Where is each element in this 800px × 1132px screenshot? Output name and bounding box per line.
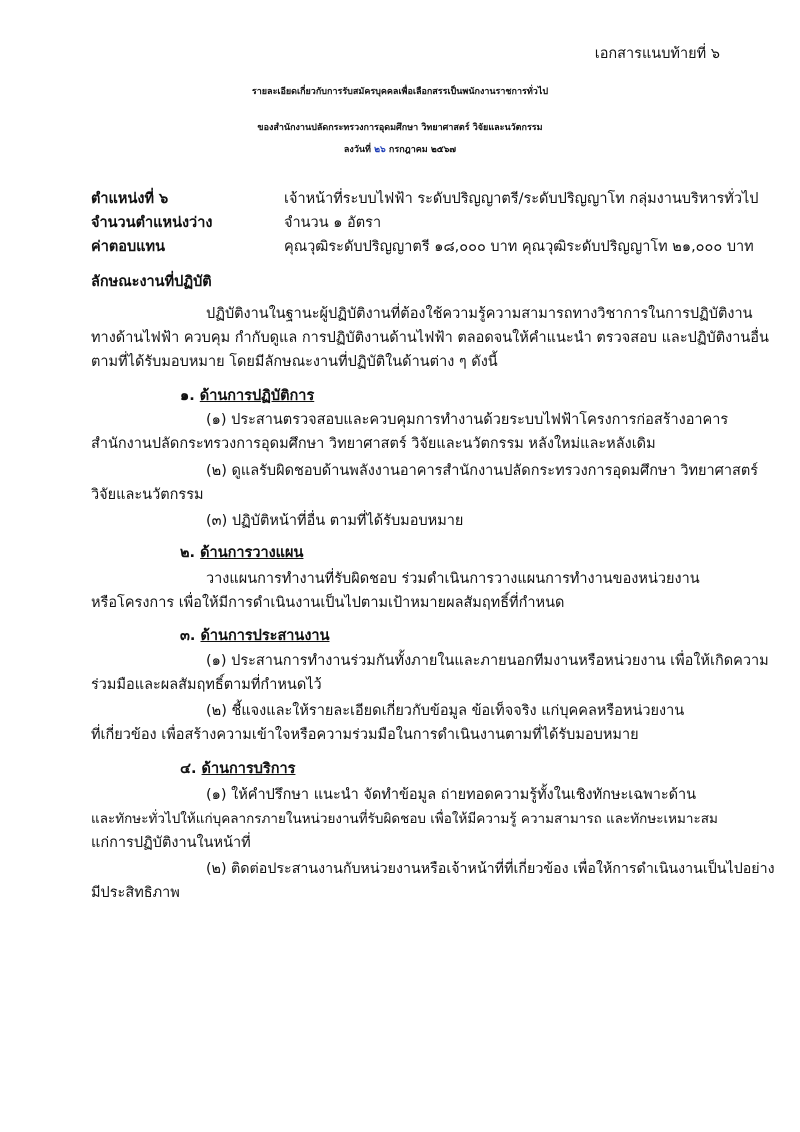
section-title: ด้านการประสานงาน: [200, 628, 330, 644]
title-line-2: ของสำนักงานปลัดกระทรวงการอุดมศึกษา วิทยาศาสตร์ วิจัยและนวัตกรรม: [257, 123, 543, 133]
section-line: วิจัยและนวัตกรรม: [91, 487, 204, 503]
intro-line: ปฏิบัติงานในฐานะผู้ปฏิบัติงานที่ต้องใช้ความรู้ความสามารถทางวิชาการในการปฏิบัติงาน: [206, 306, 753, 322]
section-line: (๑) ประสานตรวจสอบและควบคุมการทำงานด้วยระบบไฟฟ้าโครงการก่อสร้างอาคาร: [206, 412, 729, 428]
position-value: เจ้าหน้าที่ระบบไฟฟ้า ระดับปริญญาตรี/ระดับปริญญาโท กลุ่มงานบริหารทั่วไป: [284, 191, 759, 207]
section-line: (๓) ปฏิบัติหน้าที่อื่น ตามที่ได้รับมอบหมาย: [206, 513, 464, 529]
section-line: (๒) ดูแลรับผิดชอบด้านพลังงานอาคารสำนักงานปลัดกระทรวงการอุดมศึกษา วิทยาศาสตร์: [206, 463, 759, 479]
attachment-label: เอกสารแนบท้ายที่ ๖: [594, 46, 720, 62]
date-rest: กรกฎาคม ๒๕๖๗: [388, 145, 457, 155]
nature-heading: ลักษณะงานที่ปฏิบัติ: [91, 274, 212, 290]
section-title: ด้านการปฏิบัติการ: [199, 388, 315, 404]
section-title: ด้านการบริการ: [201, 761, 296, 777]
section-line: สำนักงานปลัดกระทรวงการอุดมศึกษา วิทยาศาสตร์ วิจัยและนวัตกรรม หลังใหม่และหลังเดิม: [91, 436, 656, 452]
compensation-value: คุณวุฒิระดับปริญญาตรี ๑๘,๐๐๐ บาท คุณวุฒิระดับปริญญาโท ๒๑,๐๐๐ บาท: [284, 239, 754, 255]
section-line: หรือโครงการ เพื่อให้มีการดำเนินงานเป็นไปตามเป้าหมายผลสัมฤทธิ์ที่กำหนด: [91, 595, 565, 611]
section-line: (๑) ประสานการทำงานร่วมกันทั้งภายในและภายนอกทีมงานหรือหน่วยงาน เพื่อให้เกิดความ: [206, 653, 769, 669]
section-line: มีประสิทธิภาพ: [91, 885, 180, 901]
section-line: วางแผนการทำงานที่รับผิดชอบ ร่วมดำเนินการวางแผนการทำงานของหน่วยงาน: [206, 571, 700, 587]
vacancy-value: จำนวน ๑ อัตรา: [284, 215, 382, 231]
section-line: แก่การปฏิบัติงานในหน้าที่: [91, 835, 251, 851]
section-line: และทักษะทั่วไปให้แก่บุคลากรภายในหน่วยงานที่รับผิดชอบ เพื่อให้มีความรู้ ความสามารถ และทักษะเหมาะสม: [91, 811, 718, 827]
intro-line: ทางด้านไฟฟ้า ควบคุม กำกับดูแล การปฏิบัติงานด้านไฟฟ้า ตลอดจนให้คำแนะนำ ตรวจสอบ และปฏิบัติงานอื่น: [91, 330, 769, 346]
section-heading: [180, 759, 295, 779]
section-line: (๒) ชี้แจงและให้รายละเอียดเกี่ยวกับข้อมูล ข้อเท็จจริง แก่บุคคลหรือหน่วยงาน: [206, 703, 685, 719]
date-day: ๒๖: [374, 145, 386, 155]
section-line: (๑) ให้คำปรึกษา แนะนำ จัดทำข้อมูล ถ่ายทอดความรู้ทั้งในเชิงทักษะเฉพาะด้าน: [206, 787, 697, 803]
title-line-1: รายละเอียดเกี่ยวกับการรับสมัครบุคคลเพื่อเลือกสรรเป็นพนักงานราชการทั่วไป: [251, 87, 549, 97]
title-date: [0, 140, 800, 160]
section-number: ๓.: [180, 628, 196, 644]
section-number: ๑.: [180, 388, 195, 404]
section-number: ๔.: [180, 761, 197, 777]
compensation-label: ค่าตอบแทน: [91, 239, 165, 255]
section-line: ร่วมมือและผลสัมฤทธิ์ตามที่กำหนดไว้: [91, 677, 322, 693]
position-label: ตำแหน่งที่ ๖: [91, 191, 169, 207]
vacancy-label: จำนวนตำแหน่งว่าง: [91, 215, 213, 231]
section-number: ๒.: [180, 545, 196, 561]
section-line: (๒) ติดต่อประสานงานกับหน่วยงานหรือเจ้าหน้าที่ที่เกี่ยวข้อง เพื่อให้การดำเนินงานเป็นไปอย่าง: [206, 861, 775, 877]
intro-line: ตามที่ได้รับมอบหมาย โดยมีลักษณะงานที่ปฏิบัติในด้านต่าง ๆ ดังนี้: [91, 354, 498, 370]
section-heading: [180, 386, 314, 406]
section-heading: [180, 543, 303, 563]
section-title: ด้านการวางแผน: [200, 545, 304, 561]
section-heading: [180, 626, 329, 646]
date-prefix: ลงวันที่: [343, 145, 371, 155]
section-line: ที่เกี่ยวข้อง เพื่อสร้างความเข้าใจหรือความร่วมมือในการดำเนินงานตามที่ได้รับมอบหมาย: [91, 727, 639, 743]
